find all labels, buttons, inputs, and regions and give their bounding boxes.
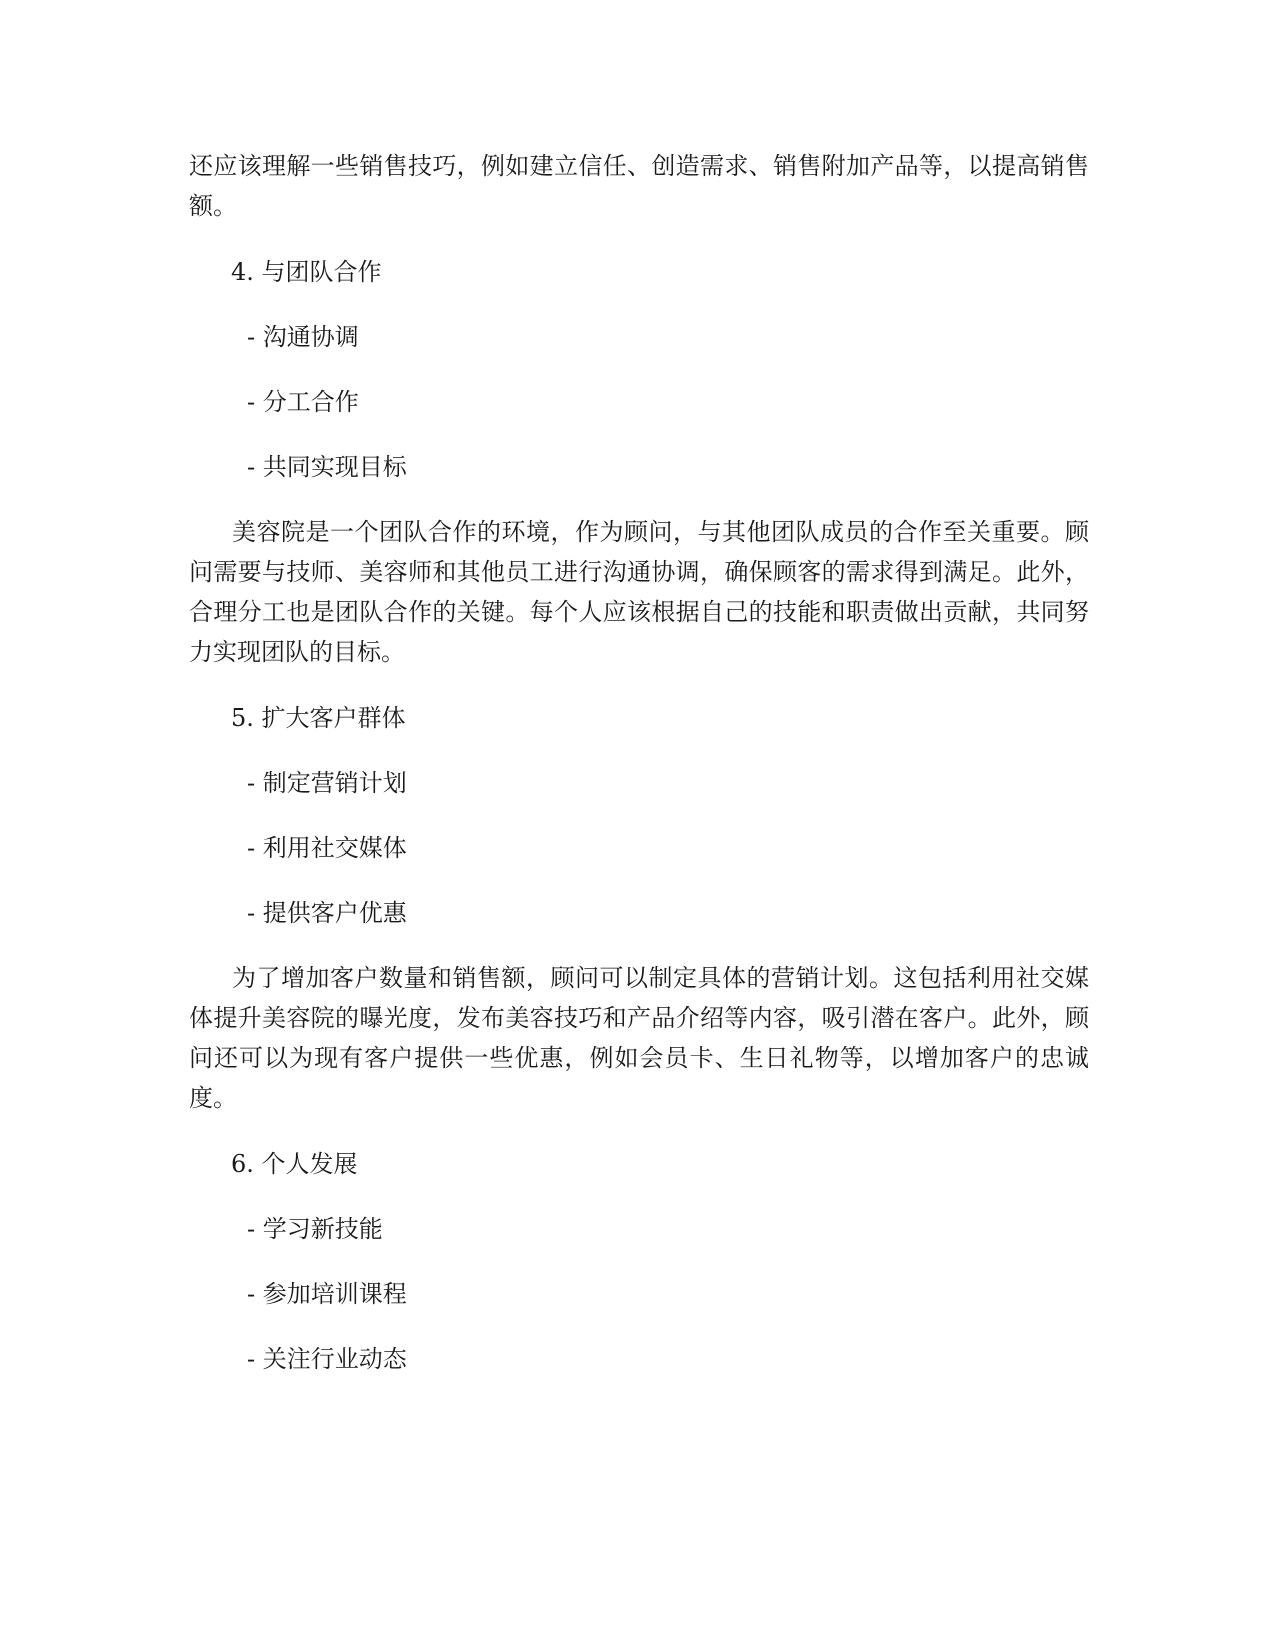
section-heading-customer-base: 5. 扩大客户群体 — [231, 704, 406, 732]
section-heading-personal-development: 6. 个人发展 — [231, 1150, 358, 1178]
paragraph-teamwork: 美容院是一个团队合作的环境，作为顾问，与其他团队成员的合作至关重要。顾问需要与技师、美容师和其他员工进行沟通协调，确保顾客的需求得到满足。此外，合理分工也是团队合作的关键。每个人应该根据自己的技能和职责做出贡献，共同努力实现团队的目标。 — [189, 518, 1089, 666]
document-body — [189, 146, 1089, 1379]
list-item: - 沟通协调 — [247, 323, 359, 351]
section-heading-teamwork: 4. 与团队合作 — [231, 258, 382, 286]
list-item: - 利用社交媒体 — [247, 834, 407, 862]
list-item: - 参加培训课程 — [247, 1280, 407, 1308]
list-item: - 提供客户优惠 — [247, 899, 407, 927]
list-item: - 制定营销计划 — [247, 769, 407, 797]
list-item: - 分工合作 — [247, 388, 359, 416]
list-item: - 共同实现目标 — [247, 453, 407, 481]
list-item: - 学习新技能 — [247, 1215, 383, 1243]
paragraph-sales-skills: 还应该理解一些销售技巧，例如建立信任、创造需求、销售附加产品等，以提高销售额。 — [189, 152, 1089, 220]
paragraph-customer-base: 为了增加客户数量和销售额，顾问可以制定具体的营销计划。这包括利用社交媒体提升美容院的曝光度，发布美容技巧和产品介绍等内容，吸引潜在客户。此外，顾问还可以为现有客户提供一些优惠，例如会员卡、生日礼物等，以增加客户的忠诚度。 — [189, 964, 1089, 1112]
list-item: - 关注行业动态 — [247, 1345, 407, 1373]
